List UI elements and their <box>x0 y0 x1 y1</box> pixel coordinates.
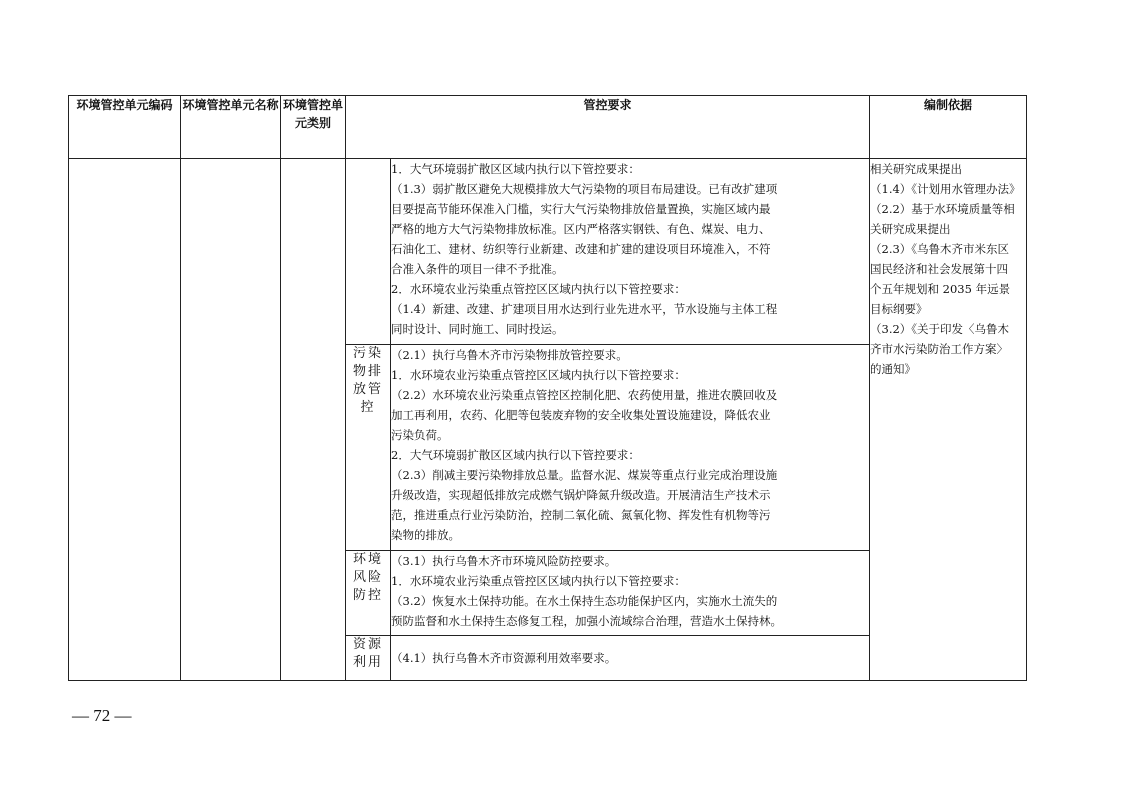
text-line: （1.3）弱扩散区避免大规模排放大气污染物的项目布局建设。已有改扩建项 <box>391 182 778 196</box>
text-line: 同时设计、同时施工、同时投运。 <box>391 322 564 336</box>
cell-category-continued <box>346 159 391 345</box>
text-line: （3.2）恢复水土保持功能。在水土保持生态功能保护区内，实施水土流失的 <box>391 594 778 608</box>
text-line: （3.2）《关于印发〈乌鲁木 <box>870 322 1010 336</box>
cell-unit-code <box>69 159 181 681</box>
text-line: 加工再利用，农药、化肥等包装废弃物的安全收集处置设施建设，降低农业 <box>391 408 771 422</box>
control-table <box>68 95 1027 681</box>
text-line: 严格的地方大气污染物排放标准。区内严格落实钢铁、有色、煤炭、电力、 <box>391 222 771 236</box>
page-number: — 72 — <box>72 706 132 725</box>
text-line: 关研究成果提出 <box>870 222 951 236</box>
text-line: 相关研究成果提出 <box>870 162 963 176</box>
text-line: 2．水环境农业污染重点管控区区域内执行以下管控要求： <box>391 282 686 296</box>
requirements-cell-pollution <box>391 345 870 551</box>
category-risk: 环境风险防控 <box>346 551 391 636</box>
text-line: 目标纲要》 <box>870 302 928 316</box>
category-resource: 资源利用 <box>346 636 391 681</box>
text-line: （3.1）执行乌鲁木齐市环境风险防控要求。 <box>391 554 617 568</box>
text-line: （1.4）新建、改建、扩建项目用水达到行业先进水平，节水设施与主体工程 <box>391 302 778 316</box>
text-line: 2．大气环境弱扩散区区域内执行以下管控要求： <box>391 448 640 462</box>
text-line: 1．大气环境弱扩散区区域内执行以下管控要求： <box>391 162 640 176</box>
table-header-row <box>69 96 1027 159</box>
text-line: 个五年规划和 2035 年远景 <box>870 282 1011 296</box>
requirements-cell-resource <box>391 636 870 681</box>
header-unit-code: 环境管控单元编码 <box>69 96 181 159</box>
table-row <box>69 159 1027 345</box>
header-requirements: 管控要求 <box>346 96 870 159</box>
text-line: 合准入条件的项目一律不予批准。 <box>391 262 564 276</box>
text-line: （2.2）水环境农业污染重点管控区控制化肥、农药使用量，推进农膜回收及 <box>391 388 778 402</box>
requirements-cell-risk <box>391 551 870 636</box>
cell-unit-category <box>281 159 346 681</box>
text-line: （2.3）《乌鲁木齐市米东区 <box>870 242 1010 256</box>
category-pollution: 污染物排放管控 <box>346 345 391 551</box>
text-line: 的通知》 <box>870 362 917 376</box>
text-line: （2.1）执行乌鲁木齐市污染物排放管控要求。 <box>391 348 628 362</box>
text-line: （4.1）执行乌鲁木齐市资源利用效率要求。 <box>391 651 617 665</box>
header-basis: 编制依据 <box>870 96 1027 159</box>
cell-unit-name <box>181 159 281 681</box>
text-line: 污染负荷。 <box>391 428 449 442</box>
text-line: 目要提高节能环保准入门槛，实行大气污染物排放倍量置换，实施区域内最 <box>391 202 771 216</box>
header-unit-name: 环境管控单元名称 <box>181 96 281 159</box>
text-line: 预防监督和水土保持生态修复工程，加强小流域综合治理，营造水土保持林。 <box>391 614 782 628</box>
text-line: 国民经济和社会发展第十四 <box>870 262 1009 276</box>
text-line: （1.4）《计划用水管理办法》 <box>870 182 1021 196</box>
text-line: （2.3）削减主要污染物排放总量。监督水泥、煤炭等重点行业完成治理设施 <box>391 468 778 482</box>
text-line: 齐市水污染防治工作方案〉 <box>870 342 1009 356</box>
header-unit-category: 环境管控单元类别 <box>281 96 346 159</box>
text-line: 染物的排放。 <box>391 528 460 542</box>
text-line: （2.2）基于水环境质量等相 <box>870 202 1015 216</box>
text-line: 范，推进重点行业污染防治，控制二氧化硫、氮氧化物、挥发性有机物等污 <box>391 508 771 522</box>
text-line: 升级改造，实现超低排放完成燃气锅炉降氮升级改造。开展清洁生产技术示 <box>391 488 771 502</box>
text-line: 1．水环境农业污染重点管控区区域内执行以下管控要求： <box>391 574 686 588</box>
text-line: 石油化工、建材、纺织等行业新建、改建和扩建的建设项目环境准入，不符 <box>391 242 771 256</box>
basis-cell <box>870 159 1027 681</box>
requirements-cell-layout <box>391 159 870 345</box>
text-line: 1．水环境农业污染重点管控区区域内执行以下管控要求： <box>391 368 686 382</box>
